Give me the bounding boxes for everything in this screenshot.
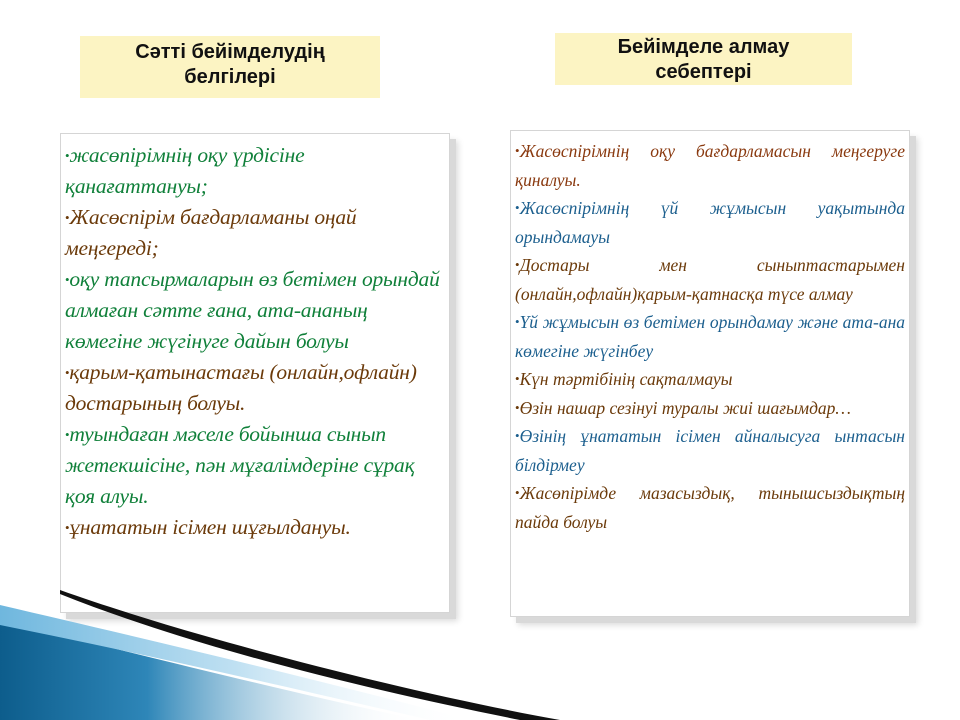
list-item: [515, 394, 905, 423]
list-item-text: қарым-қатынастағы (онлайн,офлайн) достарының болуы.: [65, 360, 417, 415]
left-heading-line2: белгілері: [184, 66, 276, 88]
bullet-icon: •: [515, 200, 520, 215]
bullet-icon: •: [65, 520, 70, 535]
bullet-icon: •: [515, 428, 520, 443]
right-heading-line1: Бейімделе алмау: [617, 36, 790, 58]
right-heading-line2: себептері: [655, 61, 752, 83]
list-item-text: Үй жұмысын өз бетімен орындамау және ата-ана көмегіне жүгінбеу: [515, 312, 905, 361]
list-item: [65, 202, 443, 264]
list-item: [65, 140, 443, 202]
bullet-icon: •: [65, 148, 70, 163]
left-heading-line1: Сәтті бейімделудің: [135, 41, 325, 63]
list-item-text: жасөпірімнің оқу үрдісіне қанағаттануы;: [65, 143, 305, 198]
list-item-text: Өзінің ұнататын ісімен айналысуга ынтасын білдірмеу: [515, 426, 905, 475]
success-signs-panel: [60, 133, 450, 613]
list-item: [515, 365, 905, 394]
bullet-icon: •: [65, 210, 70, 225]
decorative-swoosh: [0, 570, 960, 720]
list-item: [65, 419, 443, 512]
bullet-icon: •: [515, 143, 520, 158]
bullet-icon: •: [515, 257, 520, 272]
bullet-icon: •: [515, 371, 520, 386]
bullet-icon: •: [65, 365, 70, 380]
list-item-text: Жасөпірімде мазасыздық, тынышсыздықтың пайда болуы: [515, 483, 905, 532]
list-item: [515, 194, 905, 251]
list-item: [515, 308, 905, 365]
list-item-text: Күн тәртібінің сақталмауы: [519, 369, 733, 389]
list-item-text: туындаған мәселе бойынша сынып жетекшісіне, пән мұғалімдеріне сұрақ қоя алуы.: [65, 422, 415, 508]
list-item-text: Жасөспірімнің оқу бағдарламасын меңгеруге қиналуы.: [515, 141, 905, 190]
list-item: [65, 264, 443, 357]
bullet-icon: •: [515, 485, 520, 500]
bullet-icon: •: [65, 427, 70, 442]
list-item-text: Жасөспірім бағдарламаны оңай меңгереді;: [65, 205, 357, 260]
bullet-icon: •: [65, 272, 70, 287]
bullet-icon: •: [515, 399, 520, 415]
list-item: [515, 479, 905, 536]
list-item-text: ұнататын ісімен шұғылдануы.: [69, 515, 351, 539]
list-item-text: оқу тапсырмаларын өз бетімен орындай алмаған сәтте ғана, ата-ананың көмегіне жүгінуге дайын болуы: [65, 267, 440, 353]
list-item: [515, 422, 905, 479]
list-item-text: Жасөспірімнің үй жұмысын уақытында орындамауы: [515, 198, 905, 247]
bullet-icon: •: [515, 314, 520, 329]
failure-reasons-panel: [510, 130, 910, 617]
list-item: [65, 357, 443, 419]
list-item-text: Өзін нашар сезінуі туралы жиі шағымдар…: [519, 397, 851, 418]
right-heading: [555, 33, 852, 85]
list-item: [515, 251, 905, 308]
list-item-text: Достары мен сыныптастарымен (онлайн,офлайн)қарым-қатнасқа түсе алмау: [515, 255, 905, 304]
list-item: [515, 137, 905, 194]
left-heading: [80, 36, 380, 98]
list-item: [65, 512, 443, 543]
